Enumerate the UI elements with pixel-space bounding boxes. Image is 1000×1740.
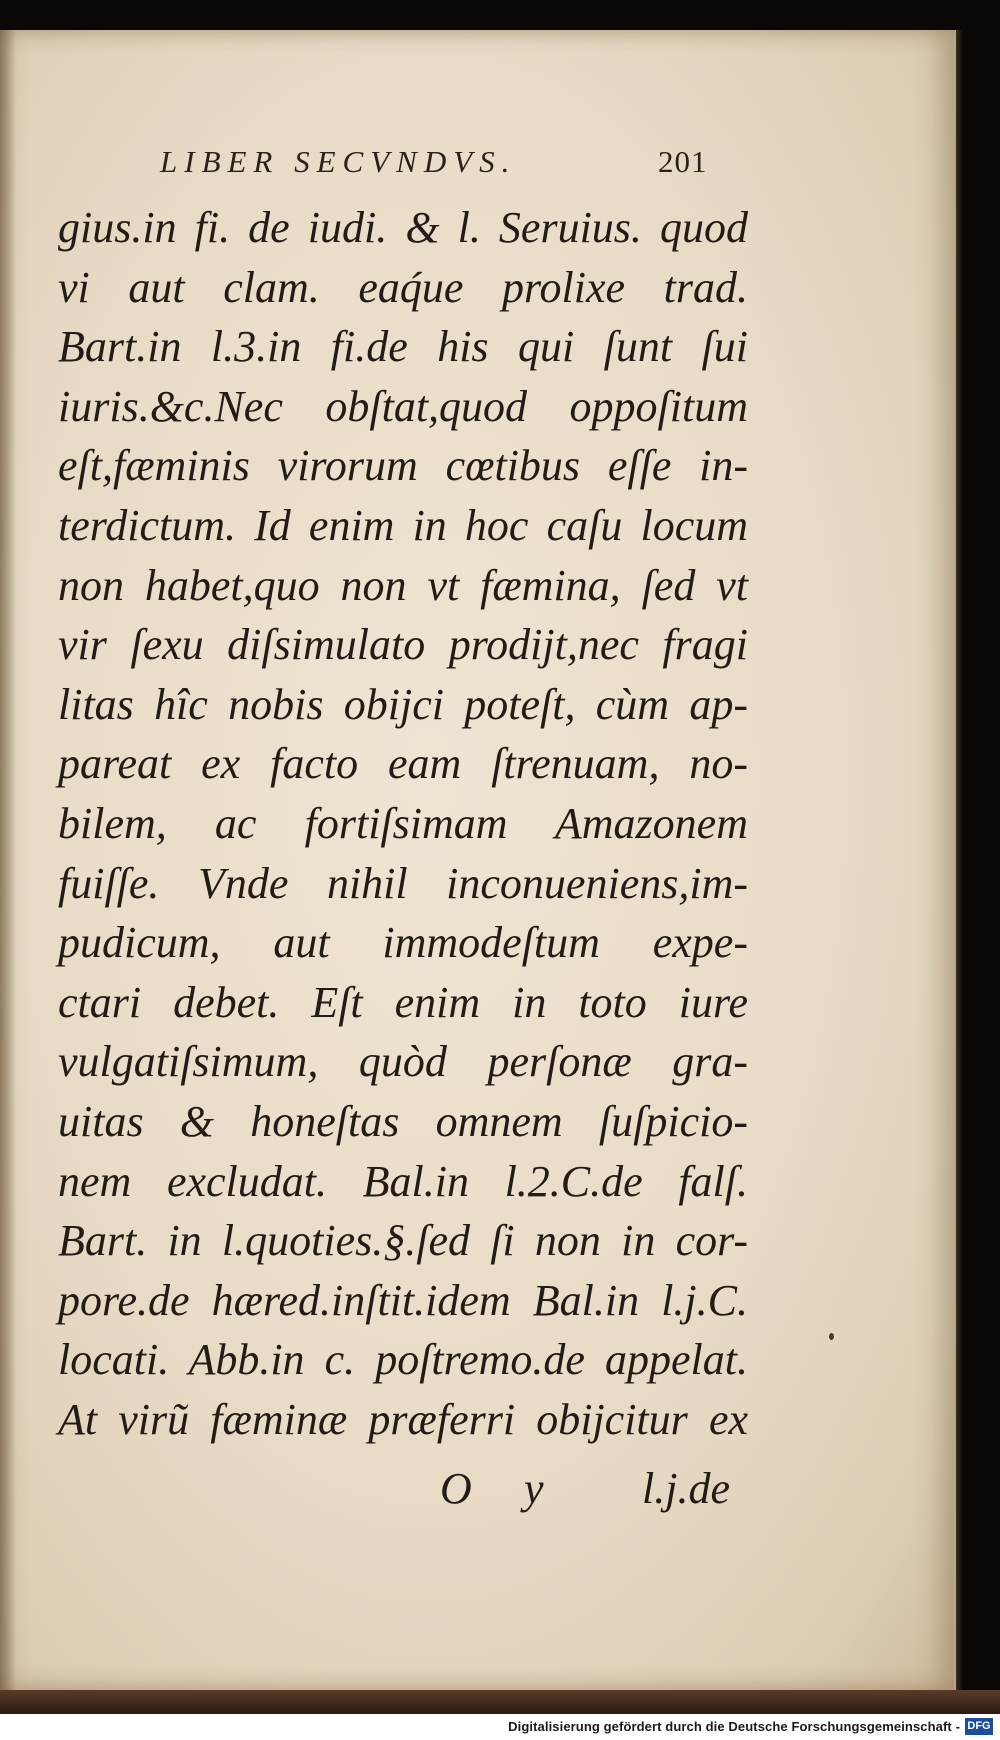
text-line: eſt,fæminis virorum cœtibus eſſe in-: [58, 441, 748, 491]
signature-mark: O: [440, 1464, 472, 1513]
binding-edge: [0, 1690, 1000, 1714]
text-line: iuris.&c.Nec obſtat,quod oppoſitum: [58, 381, 748, 431]
text-line: uitas & honeſtas omnem ſuſpicio-: [58, 1096, 748, 1146]
text-line: vulgatiſsimum, quòd perſonæ gra-: [58, 1037, 748, 1087]
text-line: bilem, ac fortiſsimam Amazonem: [58, 798, 748, 848]
page-fore-edge: [956, 30, 962, 1690]
text-line: vi aut clam. eaq́ue prolixe trad.: [58, 262, 748, 312]
text-line: ctari debet. Eſt enim in toto iure: [58, 977, 748, 1027]
text-line: pareat ex facto eam ſtrenuam, no-: [58, 739, 748, 789]
text-line: litas hîc nobis obijci poteſt, cùm ap-: [58, 679, 748, 729]
running-head: [160, 144, 800, 184]
catchword-line: [0, 1463, 1000, 1523]
ink-speck: [829, 1333, 834, 1340]
gutter-shadow: [0, 30, 16, 1690]
text-line: terdictum. Id enim in hoc caſu locum: [58, 500, 748, 550]
text-line: pore.de hæred.inſtit.idem Bal.in l.j.C.: [58, 1275, 748, 1325]
text-line: Bart.in l.3.in fi.de his qui ſunt ſui: [58, 322, 748, 372]
signature-number: y: [524, 1464, 544, 1513]
text-line: fuiſſe. Vnde nihil inconueniens,im-: [58, 858, 748, 908]
text-line: pudicum, aut immodeſtum expe-: [58, 918, 748, 968]
funding-credit: Digitalisierung gefördert durch die Deutsche Forschungsgemeinschaft -: [508, 1719, 960, 1734]
body-text: [58, 198, 748, 1449]
catchword: l.j.de: [642, 1464, 730, 1513]
folio-number: 201: [658, 144, 708, 179]
dfg-logo: DFG: [965, 1718, 993, 1735]
text-line: vir ſexu diſsimulato prodijt,nec fragi: [58, 620, 748, 670]
text-line: nem excludat. Bal.in l.2.C.de falſ.: [58, 1156, 748, 1206]
text-line: non habet,quo non vt fæmina, ſed vt: [58, 560, 748, 610]
text-line: gius.in fi. de iudi. & l. Seruius. quod: [58, 203, 748, 252]
running-title: LIBER SECVNDVS.: [160, 144, 517, 179]
text-line: At virũ fæminæ præferri obijcitur ex: [58, 1394, 748, 1444]
text-line: Bart. in l.quoties.§.ſed ſi non in cor-: [58, 1216, 748, 1266]
text-line: locati. Abb.in c. poſtremo.de appelat.: [58, 1335, 748, 1385]
footer-bar: [0, 1714, 1000, 1740]
